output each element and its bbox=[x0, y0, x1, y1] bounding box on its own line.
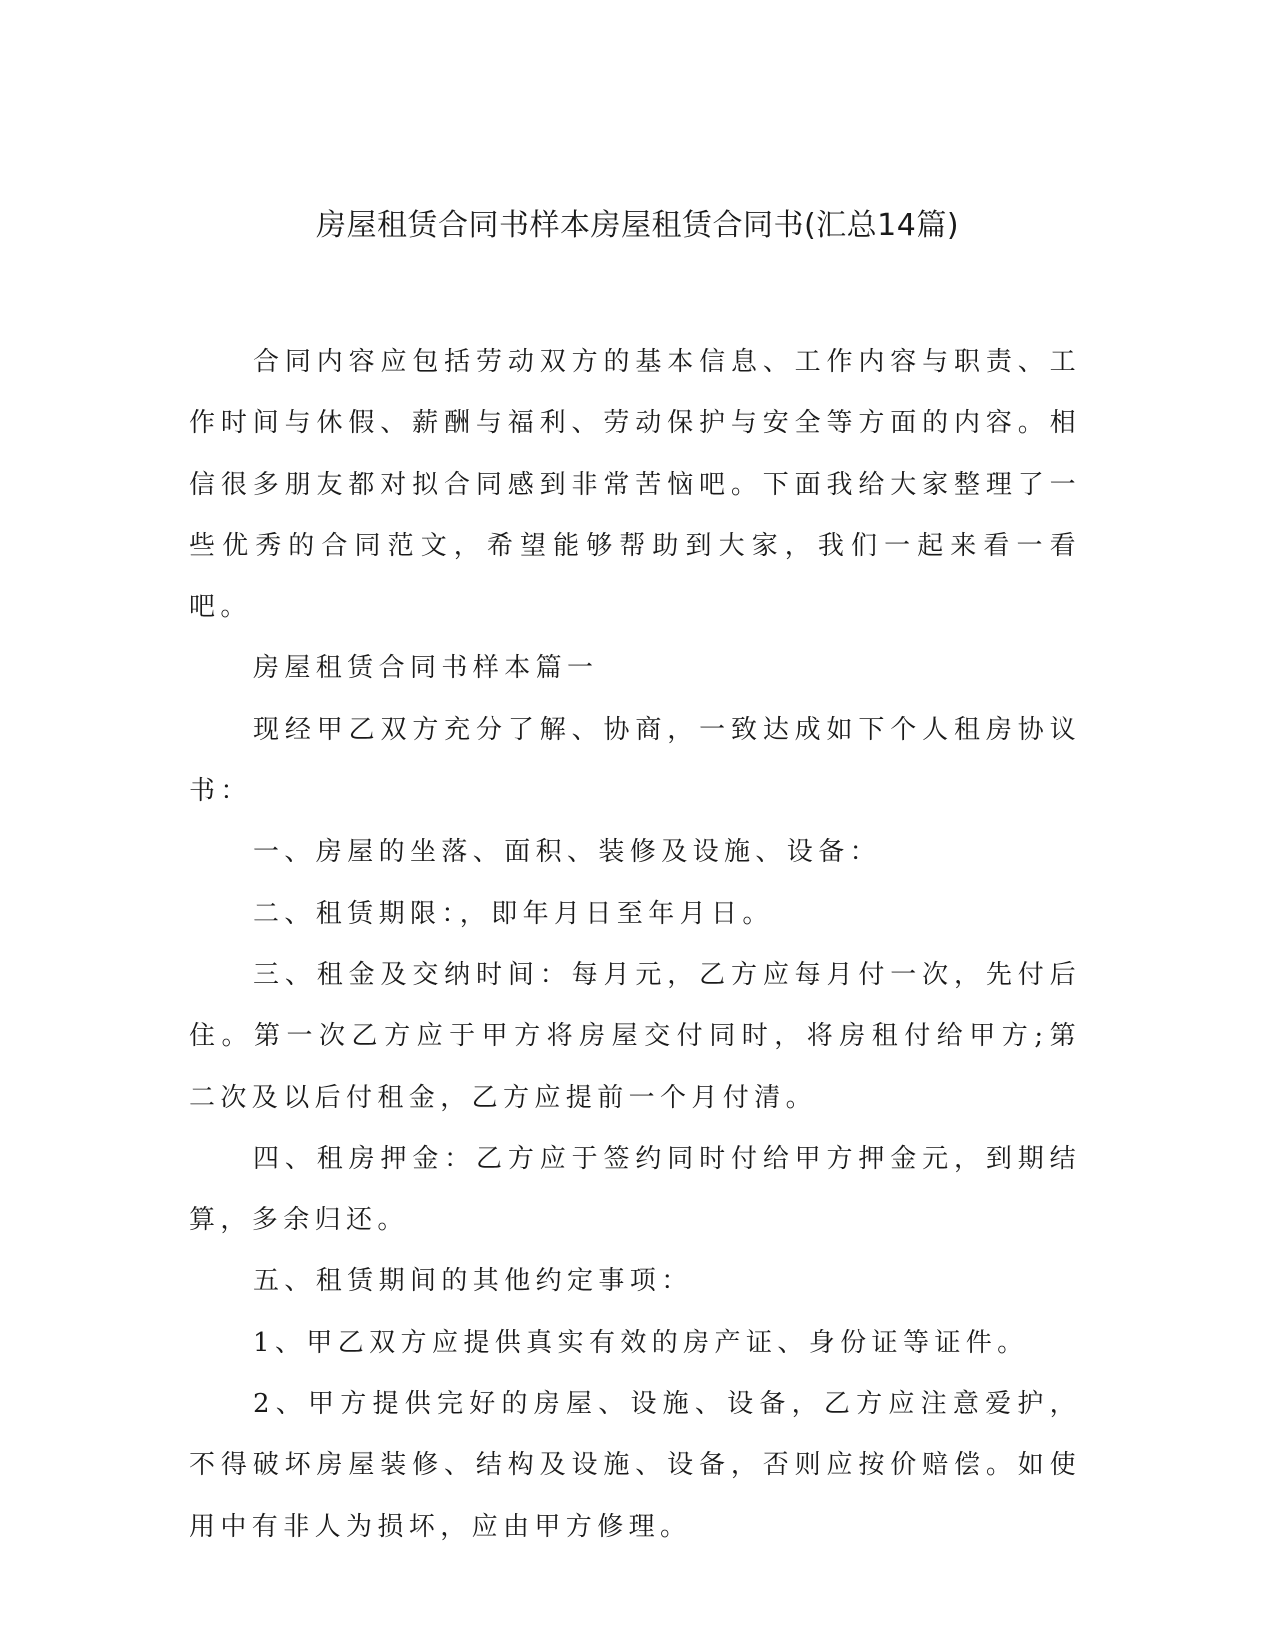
document-title: 房屋租赁合同书样本房屋租赁合同书(汇总14篇) bbox=[315, 208, 960, 243]
paragraph-agreement-statement: 现经甲乙双方充分了解、协商，一致达成如下个人租房协议书： bbox=[189, 714, 1081, 807]
paragraph-clause-2: 二、租赁期限：，即年月日至年月日。 bbox=[253, 898, 774, 929]
paragraph-clause-5: 五、租赁期间的其他约定事项： bbox=[253, 1266, 693, 1297]
paragraph-clause-3: 三、租金及交纳时间：每月元，乙方应每月付一次，先付后住。第一次乙方应于甲方将房屋交付同时，将房租付给甲方;第二次及以后付租金，乙方应提前一个月付清。 bbox=[189, 959, 1081, 1113]
paragraph-item-2: 2、甲方提供完好的房屋、设施、设备，乙方应注意爱护，不得破坏房屋装修、结构及设施、设备，否则应按价赔偿。如使用中有非人为损坏，应由甲方修理。 bbox=[189, 1389, 1081, 1542]
document-body bbox=[189, 332, 1081, 1558]
paragraph-item-1: 1、甲乙双方应提供真实有效的房产证、身份证等证件。 bbox=[253, 1327, 1029, 1358]
paragraph-section-heading: 房屋租赁合同书样本篇一 bbox=[253, 653, 599, 684]
paragraph-clause-1: 一、房屋的坐落、面积、装修及设施、设备： bbox=[253, 837, 882, 868]
paragraph-intro: 合同内容应包括劳动双方的基本信息、工作内容与职责、工作时间与休假、薪酬与福利、劳动保护与安全等方面的内容。相信很多朋友都对拟合同感到非常苦恼吧。下面我给大家整理了一些优秀的合同范文，希望能够帮助到大家，我们一起来看一看吧。 bbox=[189, 347, 1081, 623]
paragraph-clause-4: 四、租房押金：乙方应于签约同时付给甲方押金元，到期结算，多余归还。 bbox=[189, 1143, 1081, 1236]
